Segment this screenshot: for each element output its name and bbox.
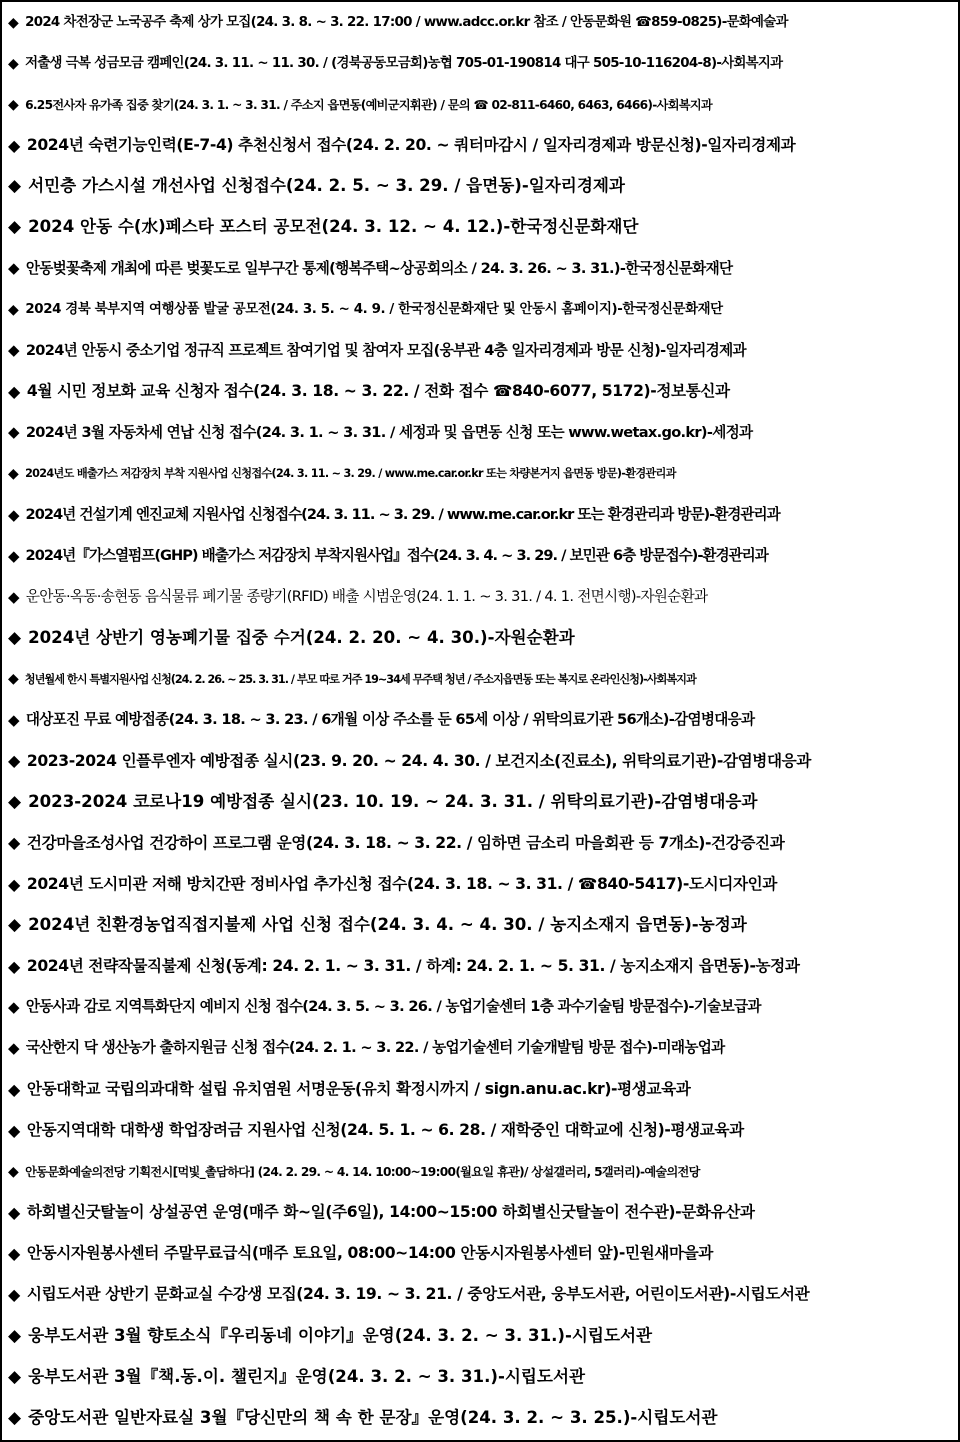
list-item xyxy=(2,946,958,987)
notice-text: 안동사과 감로 지역특화단지 예비지 신청 접수(24. 3. 5. ~ 3. 26. / 농업기술센터 1층 과수기술팀 방문접수)-기술보급과 xyxy=(25,998,761,1016)
notice-text: 대상포진 무료 예방접종(24. 3. 18. ~ 3. 23. / 6개월 이상 주소를 둔 65세 이상 / 위탁의료기관 56개소)-감염병대응과 xyxy=(25,711,755,729)
diamond-bullet-icon: ◆ xyxy=(8,466,19,483)
diamond-bullet-icon: ◆ xyxy=(8,710,19,729)
list-item xyxy=(2,1028,958,1069)
diamond-bullet-icon: ◆ xyxy=(8,833,20,853)
list-item xyxy=(2,125,958,166)
list-item xyxy=(2,166,958,207)
notice-text: 2024년 친환경농업직접지불제 사업 신청 접수(24. 3. 4. ~ 4. 30. / 농지소재지 읍면동)-농정과 xyxy=(28,915,747,935)
diamond-bullet-icon: ◆ xyxy=(8,217,22,238)
list-item xyxy=(2,905,958,946)
notice-text: 저출생 극복 성금모금 캠페인(24. 3. 11. ~ 11. 30. / (경북공동모금회)농협 705-01-190814 대구 505-10-116204-8)-사회복지과 xyxy=(25,55,783,71)
diamond-bullet-icon: ◆ xyxy=(8,1202,20,1222)
notice-text: 2024년 3월 자동차세 연납 신청 접수(24. 3. 1. ~ 3. 31. / 세정과 및 읍면동 신청 또는 www.wetax.go.kr)-세정과 xyxy=(25,423,753,441)
notice-text: 서민층 가스시설 개선사업 신청접수(24. 2. 5. ~ 3. 29. / 읍면동)-일자리경제과 xyxy=(28,176,625,196)
notice-text: 2024년 건설기계 엔진교체 지원사업 신청접수(24. 3. 11. ~ 3. 29. / www.me.car.or.kr 또는 환경관리과 방문)-환경관리과 xyxy=(25,505,780,523)
diamond-bullet-icon: ◆ xyxy=(8,874,20,894)
diamond-bullet-icon: ◆ xyxy=(8,956,20,976)
notice-text: 2024년 전략작물직불제 신청(동계: 24. 2. 1. ~ 3. 31. / 하계: 24. 2. 1. ~ 5. 31. / 농지소재지 읍면동)-농정과 xyxy=(26,956,800,975)
list-item xyxy=(2,1110,958,1151)
diamond-bullet-icon: ◆ xyxy=(8,1163,19,1180)
list-item xyxy=(2,207,958,248)
diamond-bullet-icon: ◆ xyxy=(8,1243,20,1263)
list-item xyxy=(2,618,958,659)
notice-text: 안동지역대학 대학생 학업장려금 지원사업 신청(24. 5. 1. ~ 6. 28. / 재학중인 대학교에 신청)-평생교육과 xyxy=(26,1120,744,1139)
notice-text: 웅부도서관 3월 향토소식『우리동네 이야기』운영(24. 3. 2. ~ 3. 31.)-시립도서관 xyxy=(28,1325,653,1345)
list-item xyxy=(2,248,958,289)
list-item xyxy=(2,1274,958,1315)
list-item xyxy=(2,536,958,577)
diamond-bullet-icon: ◆ xyxy=(8,998,19,1017)
diamond-bullet-icon: ◆ xyxy=(8,1407,22,1428)
notice-text: 하회별신굿탈놀이 상설공연 운영(매주 화~일(주6일), 14:00~15:00 하회별신굿탈놀이 전수관)-문화유산과 xyxy=(26,1203,755,1222)
diamond-bullet-icon: ◆ xyxy=(8,423,19,442)
diamond-bullet-icon: ◆ xyxy=(8,791,22,812)
list-item xyxy=(2,741,958,782)
diamond-bullet-icon: ◆ xyxy=(8,176,22,197)
diamond-bullet-icon: ◆ xyxy=(8,546,19,565)
list-item xyxy=(2,700,958,741)
notice-text: 2023-2024 코로나19 예방접종 실시(23. 10. 19. ~ 24. 3. 31. / 위탁의료기관)-감염병대응과 xyxy=(28,792,758,812)
notice-text: 청년월세 한시 특별지원사업 신청(24. 2. 26. ~ 25. 3. 31. / 부모 따로 거주 19~34세 무주택 청년 / 주소지읍면동 또는 복지로 온라인신청)-사회복지과 xyxy=(24,672,696,686)
list-item xyxy=(2,1233,958,1274)
diamond-bullet-icon: ◆ xyxy=(8,505,19,524)
diamond-bullet-icon: ◆ xyxy=(8,1284,20,1304)
diamond-bullet-icon: ◆ xyxy=(8,1366,22,1387)
notice-text: 2024 안동 수(水)페스타 포스터 공모전(24. 3. 12. ~ 4. 12.)-한국정신문화재단 xyxy=(28,217,639,237)
list-item xyxy=(2,577,958,618)
notice-text: 운안동·옥동·송현동 음식물류 폐기물 종량기(RFID) 배출 시범운영(24. 1. 1. ~ 3. 31. / 4. 1. 전면시행)-자원순환과 xyxy=(25,587,708,605)
notice-text: 2024년 도시미관 저해 방치간판 정비사업 추가신청 접수(24. 3. 18. ~ 3. 31. / ☎840-5417)-도시디자인과 xyxy=(26,874,777,893)
list-item xyxy=(2,1192,958,1233)
diamond-bullet-icon: ◆ xyxy=(8,1120,20,1140)
list-item xyxy=(2,84,958,125)
notice-text: 안동대학교 국립의과대학 설립 유치염원 서명운동(유치 확정시까지 / sign.anu.ac.kr)-평생교육과 xyxy=(26,1079,691,1098)
list-item xyxy=(2,864,958,905)
notice-text: 2024년 숙련기능인력(E-7-4) 추천신청서 접수(24. 2. 20. ~ 쿼터마감시 / 일자리경제과 방문신청)-일자리경제과 xyxy=(26,135,796,154)
list-item xyxy=(2,330,958,371)
list-item xyxy=(2,1316,958,1357)
list-item xyxy=(2,289,958,330)
notice-text: 2024년 상반기 영농폐기물 집중 수거(24. 2. 20. ~ 4. 30.)-자원순환과 xyxy=(28,627,575,647)
diamond-bullet-icon: ◆ xyxy=(8,301,19,318)
diamond-bullet-icon: ◆ xyxy=(8,751,20,771)
diamond-bullet-icon: ◆ xyxy=(8,341,19,360)
diamond-bullet-icon: ◆ xyxy=(8,1325,22,1346)
notice-text: 안동시자원봉사센터 주말무료급식(매주 토요일, 08:00~14:00 안동시자원봉사센터 앞)-민원새마을과 xyxy=(26,1244,713,1263)
list-item xyxy=(2,659,958,700)
diamond-bullet-icon: ◆ xyxy=(8,135,20,155)
list-item xyxy=(2,1069,958,1110)
notice-text: 2024년『가스열펌프(GHP) 배출가스 저감장치 부착지원사업』접수(24. 3. 4. ~ 3. 29. / 보민관 6층 방문접수)-환경관리과 xyxy=(25,546,768,564)
notice-text: 2024 차전장군 노국공주 축제 상가 모집(24. 3. 8. ~ 3. 22. 17:00 / www.adcc.or.kr 참조 / 안동문화원 ☎859-0825)-문화예술과 xyxy=(25,14,788,30)
list-item xyxy=(2,371,958,412)
notice-text: 6.25전사자 유가족 집중 찾기(24. 3. 1. ~ 3. 31. / 주소지 읍면동(예비군지휘관) / 문의 ☎ 02-811-6460, 6463, 6466)-사회복지과 xyxy=(25,97,712,112)
diamond-bullet-icon: ◆ xyxy=(8,259,19,278)
notice-text: 중앙도서관 일반자료실 3월『당신만의 책 속 한 문장』운영(24. 3. 2. ~ 3. 25.)-시립도서관 xyxy=(28,1407,718,1427)
notice-text: 시립도서관 상반기 문화교실 수강생 모집(24. 3. 19. ~ 3. 21. / 중앙도서관, 웅부도서관, 어린이도서관)-시립도서관 xyxy=(26,1285,810,1304)
notice-text: 2024년 안동시 중소기업 정규직 프로젝트 참여기업 및 참여자 모집(웅부관 4층 일자리경제과 방문 신청)-일자리경제과 xyxy=(25,341,746,359)
diamond-bullet-icon: ◆ xyxy=(8,1039,19,1058)
notice-text: 국산한지 닥 생산농가 출하지원금 신청 접수(24. 2. 1. ~ 3. 22. / 농업기술센터 기술개발팀 방문 접수)-미래농업과 xyxy=(25,1039,725,1057)
diamond-bullet-icon: ◆ xyxy=(8,627,22,648)
list-item xyxy=(2,987,958,1028)
list-item xyxy=(2,782,958,823)
list-item xyxy=(2,1398,958,1439)
diamond-bullet-icon: ◆ xyxy=(8,96,19,113)
notice-text: 4월 시민 정보화 교육 신청자 접수(24. 3. 18. ~ 3. 22. / 전화 접수 ☎840-6077, 5172)-정보통신과 xyxy=(26,382,730,401)
diamond-bullet-icon: ◆ xyxy=(8,671,18,688)
list-item xyxy=(2,454,958,495)
diamond-bullet-icon: ◆ xyxy=(8,14,19,31)
list-item xyxy=(2,1357,958,1398)
diamond-bullet-icon: ◆ xyxy=(8,381,20,401)
diamond-bullet-icon: ◆ xyxy=(8,915,22,936)
list-item xyxy=(2,43,958,84)
notice-text: 건강마을조성사업 건강하이 프로그램 운영(24. 3. 18. ~ 3. 22. / 임하면 금소리 마을회관 등 7개소)-건강증진과 xyxy=(26,833,785,852)
notice-text: 2024년도 배출가스 저감장치 부착 지원사업 신청접수(24. 3. 11. ~ 3. 29. / www.me.car.or.kr 또는 차량본거지 읍면동 방문)-환경관리과 xyxy=(25,467,676,481)
diamond-bullet-icon: ◆ xyxy=(8,55,19,72)
diamond-bullet-icon: ◆ xyxy=(8,587,19,606)
notice-text: 안동벚꽃축제 개최에 따른 벚꽃도로 일부구간 통제(행복주택~상공회의소 / 24. 3. 26. ~ 3. 31.)-한국정신문화재단 xyxy=(25,259,733,277)
list-item xyxy=(2,495,958,536)
notice-text: 안동문화예술의전당 기획전시[먹빛_촐담하다] (24. 2. 29. ~ 4. 14. 10:00~19:00(월요일 휴관)/ 상설갤러리, 5갤러리)-예술의전당 xyxy=(25,1164,700,1179)
notice-text: 웅부도서관 3월『책.동.이. 챌린지』운영(24. 3. 2. ~ 3. 31.)-시립도서관 xyxy=(28,1366,586,1386)
notice-text: 2023-2024 인플루엔자 예방접종 실시(23. 9. 20. ~ 24. 4. 30. / 보건지소(진료소), 위탁의료기관)-감염병대응과 xyxy=(26,751,811,770)
list-item xyxy=(2,412,958,453)
list-item xyxy=(2,1151,958,1192)
diamond-bullet-icon: ◆ xyxy=(8,1079,20,1099)
list-item xyxy=(2,2,958,43)
list-item xyxy=(2,823,958,864)
notice-text: 2024 경북 북부지역 여행상품 발굴 공모전(24. 3. 5. ~ 4. 9. / 한국정신문화재단 및 안동시 홈페이지)-한국정신문화재단 xyxy=(25,302,723,318)
notice-list xyxy=(2,2,958,1439)
